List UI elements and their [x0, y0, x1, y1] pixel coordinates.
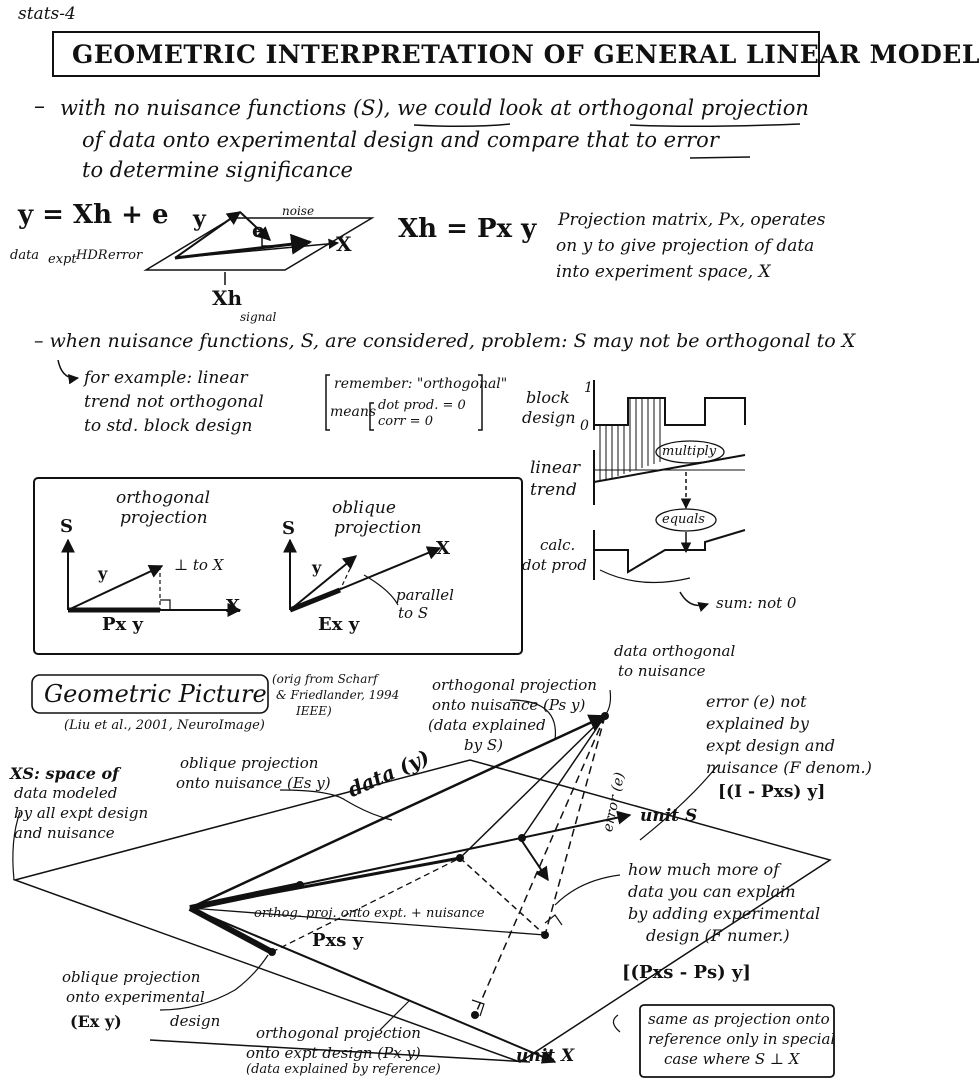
multiply-label: multiply — [662, 444, 717, 459]
orthogonal-panel-vectors — [68, 540, 240, 610]
orth-x-1: orthogonal projection — [256, 1024, 421, 1042]
example-line-2: trend not orthogonal — [84, 392, 264, 412]
orth-both-label: orthog. proj. onto expt. + nuisance — [254, 906, 485, 921]
orth-title-1: orthogonal — [116, 488, 211, 508]
intro-line-2: of data onto experimental design and compare that to error — [82, 128, 719, 152]
more-note-1: how much more of — [628, 860, 780, 879]
data-orth-1: data orthogonal — [614, 642, 736, 660]
xs-line-2: data modeled — [14, 784, 118, 802]
projection-note-3: into experiment space, X — [556, 262, 771, 282]
orth-s-1: orthogonal projection — [432, 676, 597, 694]
orth-x-3: (data explained by reference) — [246, 1062, 441, 1077]
orth-x-axis: X — [226, 596, 240, 617]
multiply-hatch — [600, 398, 660, 480]
orig-1: (orig from Scharf — [272, 672, 378, 686]
key-points — [268, 712, 609, 1019]
orth-y-vec: y — [98, 564, 108, 583]
orth-s-4: by S) — [464, 736, 503, 754]
remember-bracket-left — [326, 375, 330, 430]
oblique-x-4: design — [170, 1012, 221, 1030]
err-note-2: explained by — [706, 714, 809, 733]
remember-line-3: dot prod. = 0 — [378, 398, 466, 413]
remember-line-1: remember: "orthogonal" — [334, 376, 508, 392]
err-note-3: expt design and — [706, 736, 836, 755]
linear-label: linear — [530, 458, 581, 478]
sum-arrow — [680, 592, 708, 606]
example-line-1: for example: linear — [84, 368, 248, 388]
more-note-2: data you can explain — [628, 882, 796, 901]
sketch-signal: signal — [240, 310, 277, 324]
label-error: error — [108, 248, 143, 263]
calc-label: calc. — [540, 536, 576, 554]
page-title: GEOMETRIC INTERPRETATION OF GENERAL LINEAR MODEL — [72, 40, 980, 69]
sketch-xh: Xh — [212, 286, 243, 310]
oblique-x-1: oblique projection — [62, 968, 201, 986]
same-note-2: reference only in special — [648, 1030, 836, 1048]
nuisance-line: – when nuisance functions, S, are considered, problem: S may not be orthogonal to X — [34, 330, 856, 352]
err-note-1: error (e) not — [706, 692, 807, 711]
example-line-3: to std. block design — [84, 416, 253, 436]
unit-s-label: unit S — [640, 806, 698, 826]
one-tick: 1 — [584, 380, 593, 396]
obl-x-axis: X — [436, 538, 450, 559]
perp-note: ⊥ to X — [174, 556, 224, 574]
remember-line-2: means — [330, 404, 377, 420]
projection-note-1: Projection matrix, Px, operates — [558, 210, 826, 230]
orth-s-axis: S — [60, 516, 73, 537]
xs-line-3: by all expt design — [14, 804, 149, 822]
label-data: data — [10, 248, 40, 263]
same-note-1: same as projection onto — [648, 1010, 830, 1028]
parallel-2: to S — [398, 604, 429, 622]
data-orth-2: to nuisance — [618, 662, 706, 680]
oblique-x-2: onto experimental — [66, 988, 205, 1006]
design-label: design — [522, 408, 576, 427]
oblique-x-3: (Ex y) — [70, 1012, 122, 1031]
exy-label: Ex y — [318, 614, 360, 635]
orth-s-3: (data explained — [428, 716, 546, 734]
underline-error — [690, 157, 750, 158]
dot-product-waveform — [594, 530, 745, 583]
xs-label: XS: space of — [10, 764, 120, 783]
page-id: stats-4 — [18, 4, 76, 24]
err-formula: [(I - Pxs) y] — [718, 782, 826, 802]
projection-equation: Xh = Px y — [398, 214, 537, 244]
sketch-e: e — [252, 218, 265, 242]
unit-x-label: unit X — [516, 1046, 575, 1066]
label-hdr: HDR — [76, 248, 108, 263]
more-formula: [(Pxs - Ps) y] — [622, 962, 751, 983]
oblique-s-1: oblique projection — [180, 754, 319, 772]
example-arrow — [58, 360, 78, 378]
picture-title: Geometric Picture — [44, 680, 267, 708]
same-note-3: case where S ⊥ X — [664, 1050, 800, 1068]
err-note-4: nuisance (F denom.) — [706, 758, 872, 777]
parallel-1: parallel — [396, 586, 454, 604]
pxsy-label: Pxs y — [312, 930, 364, 951]
more-note-4: design (F numer.) — [646, 926, 790, 945]
error-vector-label: error (e) — [600, 770, 629, 834]
intro-line-1: with no nuisance functions (S), we could look at orthogonal projection — [60, 96, 809, 120]
orth-s-2: onto nuisance (Ps y) — [432, 696, 586, 714]
orig-2: & Friedlander, 1994 — [276, 688, 400, 702]
more-note-3: by adding experimental — [628, 904, 821, 923]
projection-note-2: on y to give projection of data — [556, 236, 815, 256]
zero-tick: 0 — [580, 418, 589, 434]
orth-title-2: projection — [120, 508, 208, 528]
dot-prod-label: dot prod — [522, 556, 587, 574]
equals-label: equals — [662, 512, 705, 527]
block-label: block — [526, 388, 570, 407]
sum-note: sum: not 0 — [716, 594, 797, 612]
orig-3: IEEE) — [296, 704, 332, 718]
label-expt: expt — [48, 252, 77, 267]
oblique-s-2: onto nuisance (Es y) — [176, 774, 331, 792]
sketch-y: y — [193, 206, 206, 232]
trend-label: trend — [530, 480, 577, 500]
picture-citation: (Liu et al., 2001, NeuroImage) — [64, 718, 265, 733]
obl-y-vec: y — [312, 558, 322, 577]
sketch-noise: noise — [282, 204, 315, 218]
xs-line-4: and nuisance — [14, 824, 115, 842]
intro-dash: – — [34, 94, 45, 119]
obl-title-1: oblique — [332, 498, 396, 518]
block-design-waveform — [594, 380, 745, 430]
intro-line-3: to determine significance — [82, 158, 353, 182]
remember-line-4: corr = 0 — [378, 414, 433, 429]
pxy-label: Px y — [102, 614, 143, 635]
orth-x-2: onto expt design (Px y) — [246, 1044, 421, 1062]
obl-title-2: projection — [334, 518, 422, 538]
obl-s-axis: S — [282, 518, 295, 539]
glm-equation: y = Xh + e — [18, 200, 169, 230]
sketch-x: X — [336, 232, 352, 256]
underline-projection — [630, 124, 800, 126]
data-vector-label: data (y) — [344, 744, 433, 802]
underline-orthogonal-projection — [414, 124, 510, 126]
